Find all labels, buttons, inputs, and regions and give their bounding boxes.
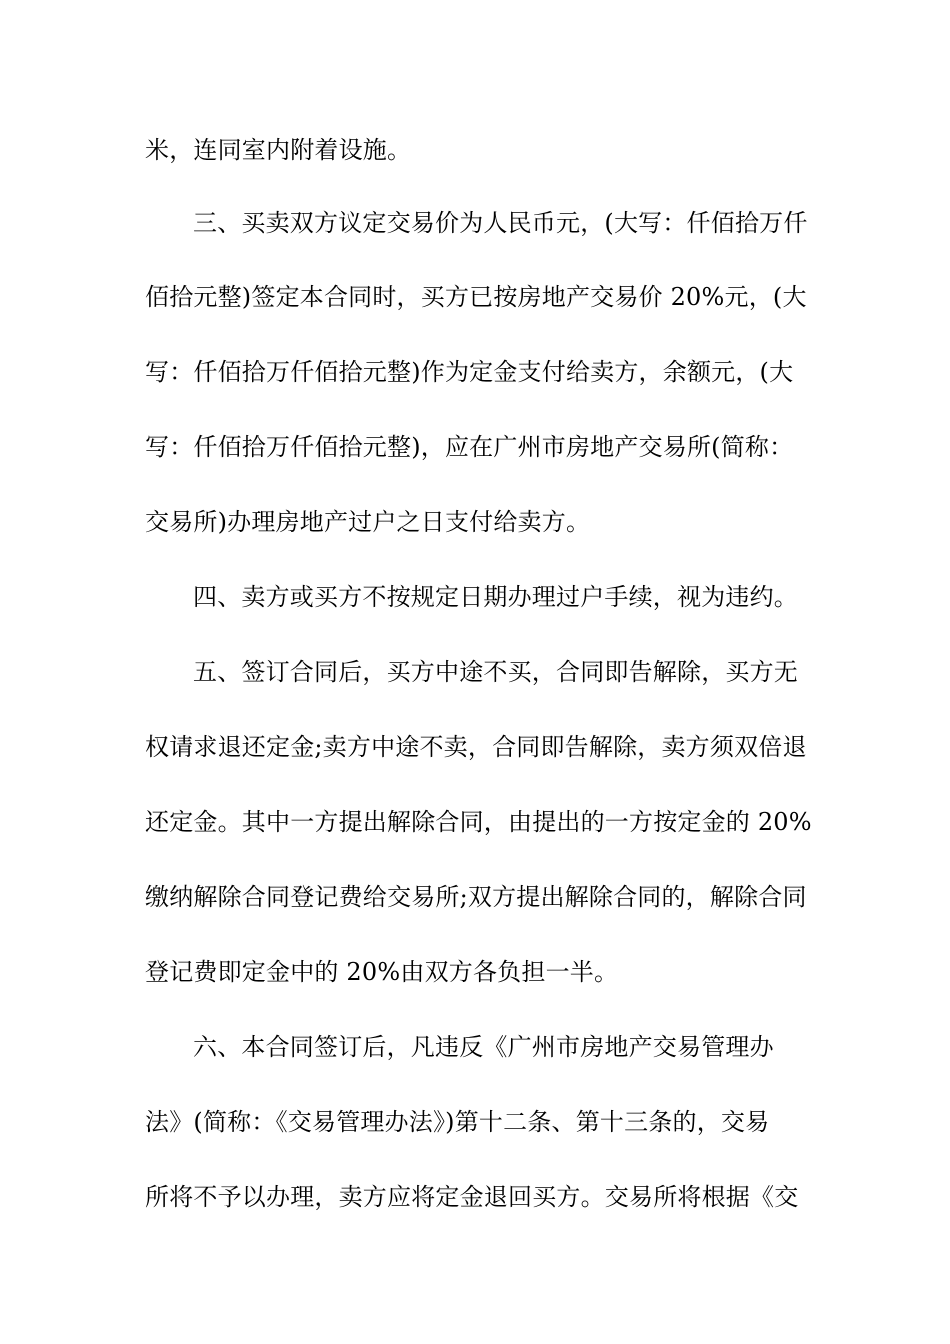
text-line: 米，连同室内附着设施。 bbox=[145, 136, 412, 164]
text-line: 五、签订合同后，买方中途不买，合同即告解除，买方无 bbox=[193, 658, 798, 686]
text-line: 四、卖方或买方不按规定日期办理过户手续，视为违约。 bbox=[193, 583, 798, 611]
text-line: 写：仟佰拾万仟佰拾元整)，应在广州市房地产交易所(简称： bbox=[145, 433, 794, 461]
text-line: 六、本合同签订后，凡违反《广州市房地产交易管理办 bbox=[193, 1033, 774, 1061]
text-line: 所将不予以办理，卖方应将定金退回买方。交易所将根据《交 bbox=[145, 1183, 799, 1211]
text-line: 权请求退还定金;卖方中途不卖，合同即告解除，卖方须双倍退 bbox=[145, 733, 807, 761]
text-line: 缴纳解除合同登记费给交易所;双方提出解除合同的，解除合同 bbox=[145, 883, 807, 911]
text-line: 交易所)办理房地产过户之日支付给卖方。 bbox=[145, 508, 591, 536]
text-line: 登记费即定金中的 20%由双方各负担一半。 bbox=[145, 958, 619, 986]
text-line: 三、买卖双方议定交易价为人民币元，(大写：仟佰拾万仟 bbox=[193, 209, 808, 237]
text-line: 佰拾元整)签定本合同时，买方已按房地产交易价 20%元，(大 bbox=[145, 283, 807, 311]
text-line: 写：仟佰拾万仟佰拾元整)作为定金支付给卖方，余额元，(大 bbox=[145, 358, 794, 386]
text-line: 还定金。其中一方提出解除合同，由提出的一方按定金的 20% bbox=[145, 808, 812, 836]
text-line: 法》(简称：《交易管理办法》)第十二条、第十三条的，交易 bbox=[145, 1108, 770, 1136]
